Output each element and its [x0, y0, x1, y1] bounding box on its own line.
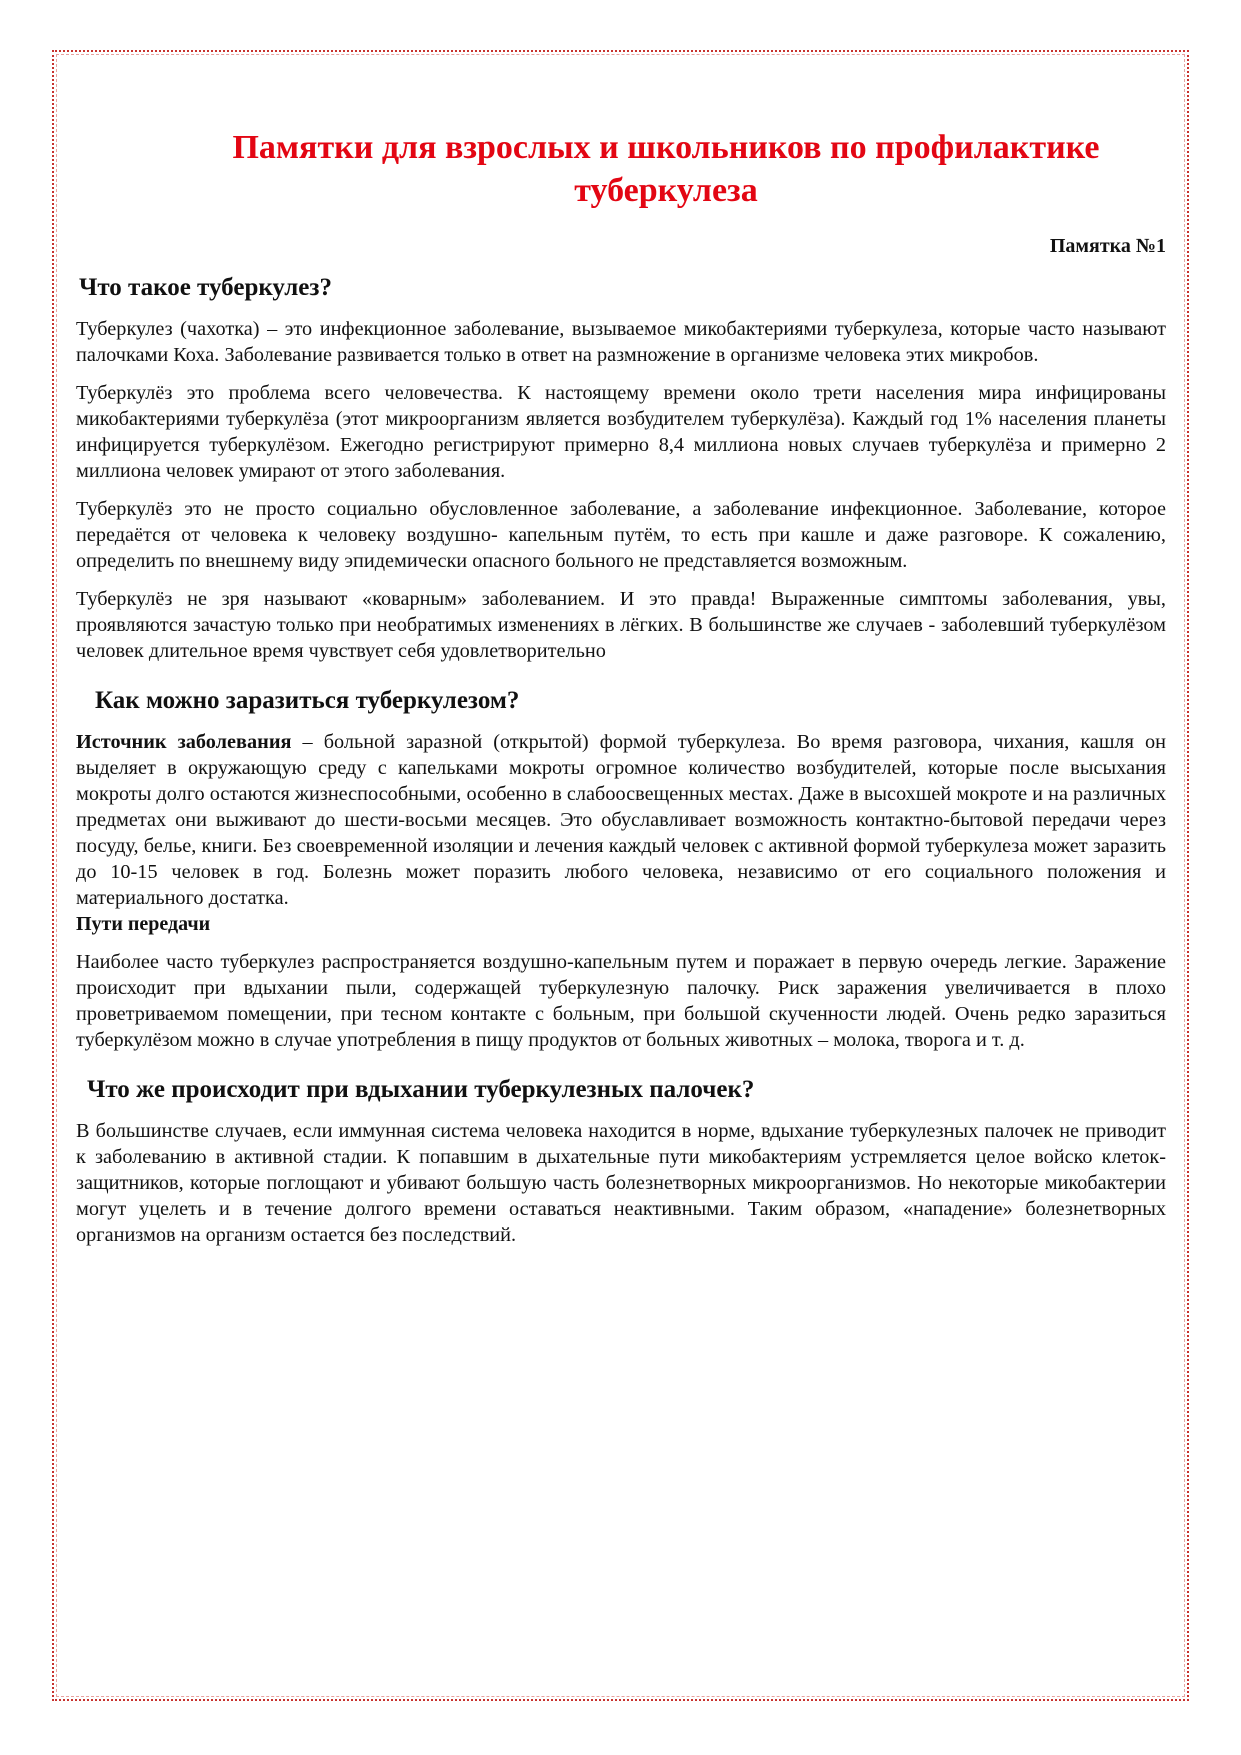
paragraph: Туберкулёз это проблема всего человечества. К настоящему времени около трети населения мира инфицированы микобактериями туберкулёза (этот микроорганизм является возбудителем туберкулёза). Каждый год 1% населения планеты инфицируется туберкулёзом. Ежегодно регистрируют примерно 8,4 миллиона новых случаев туберкулёза и примерно 2 миллиона человек умирают от этого заболевания.: [76, 382, 1166, 482]
subheading-transmission: Пути передачи: [76, 913, 211, 935]
section-heading-inhalation: Что же происходит при вдыхании туберкулезных палочек?: [87, 1076, 755, 1103]
document-body: [76, 126, 1166, 1248]
section-heading-how-infected: Как можно заразиться туберкулезом?: [95, 687, 520, 714]
source-text: – больной заразной (открытой) формой туберкулеза. Во время разговора, чихания, кашля он выделяет в окружающую среду с капельками мокроты огромное количество возбудителей, которые после высыхания мокроты долго остаются жизнеспособными, особенно в слабоосвещенных местах. Даже в высохшей мокроте и на различных предметах они выживают до шести-восьми месяцев. Это обуславливает возможность контактно-бытовой передачи через посуду, белье, книги. Без своевременной изоляции и лечения каждый человек с активной формой туберкулеза может заразить до 10-15 человек в год. Болезнь может поразить любого человека, независимо от его социального положения и материального достатка.: [76, 731, 1166, 909]
document-title: Памятки для взрослых и школьников по профилактике туберкулеза: [232, 129, 1100, 209]
paragraph: Туберкулёз это не просто социально обусловленное заболевание, а заболевание инфекционное. Заболевание, которое передаётся от человека к человеку воздушно- капельным путём, то есть при кашле и даже разговоре. К сожалению, определить по внешнему виду эпидемически опасного больного не представляется возможным.: [76, 498, 1166, 572]
paragraph: Туберкулез (чахотка) – это инфекционное заболевание, вызываемое микобактериями туберкулеза, которые часто называют палочками Коха. Заболевание развивается только в ответ на размножение в организме человека этих микробов.: [76, 318, 1166, 366]
memo-number: Памятка №1: [1049, 235, 1166, 257]
paragraph: Туберкулёз не зря называют «коварным» заболеванием. И это правда! Выраженные симптомы заболевания, увы, проявляются зачастую только при необратимых изменениях в лёгких. В большинстве же случаев - заболевший туберкулёзом человек длительное время чувствует себя удовлетворительно: [76, 588, 1166, 662]
source-lead: Источник заболевания: [76, 731, 292, 753]
section-heading-what-is-tb: Что такое туберкулез?: [79, 274, 332, 301]
source-paragraph: [76, 729, 1166, 911]
paragraph: В большинстве случаев, если иммунная система человека находится в норме, вдыхание туберкулезных палочек не приводит к заболеванию в активной стадии. К попавшим в дыхательные пути микобактериям устремляется целое войско клеток-защитников, которые поглощают и убивают большую часть болезнетворных микроорганизмов. Но некоторые микобактерии могут уцелеть и в течение долгого времени оставаться неактивными. Таким образом, «нападение» болезнетворных организмов на организм остается без последствий.: [76, 1120, 1166, 1246]
paragraph: Наиболее часто туберкулез распространяется воздушно-капельным путем и поражает в первую очередь легкие. Заражение происходит при вдыхании пыли, содержащей туберкулезную палочку. Риск заражения увеличивается в плохо проветриваемом помещении, при тесном контакте с больным, при большой скученности людей. Очень редко заразиться туберкулёзом можно в случае употребления в пищу продуктов от больных животных – молока, творога и т. д.: [76, 951, 1166, 1051]
